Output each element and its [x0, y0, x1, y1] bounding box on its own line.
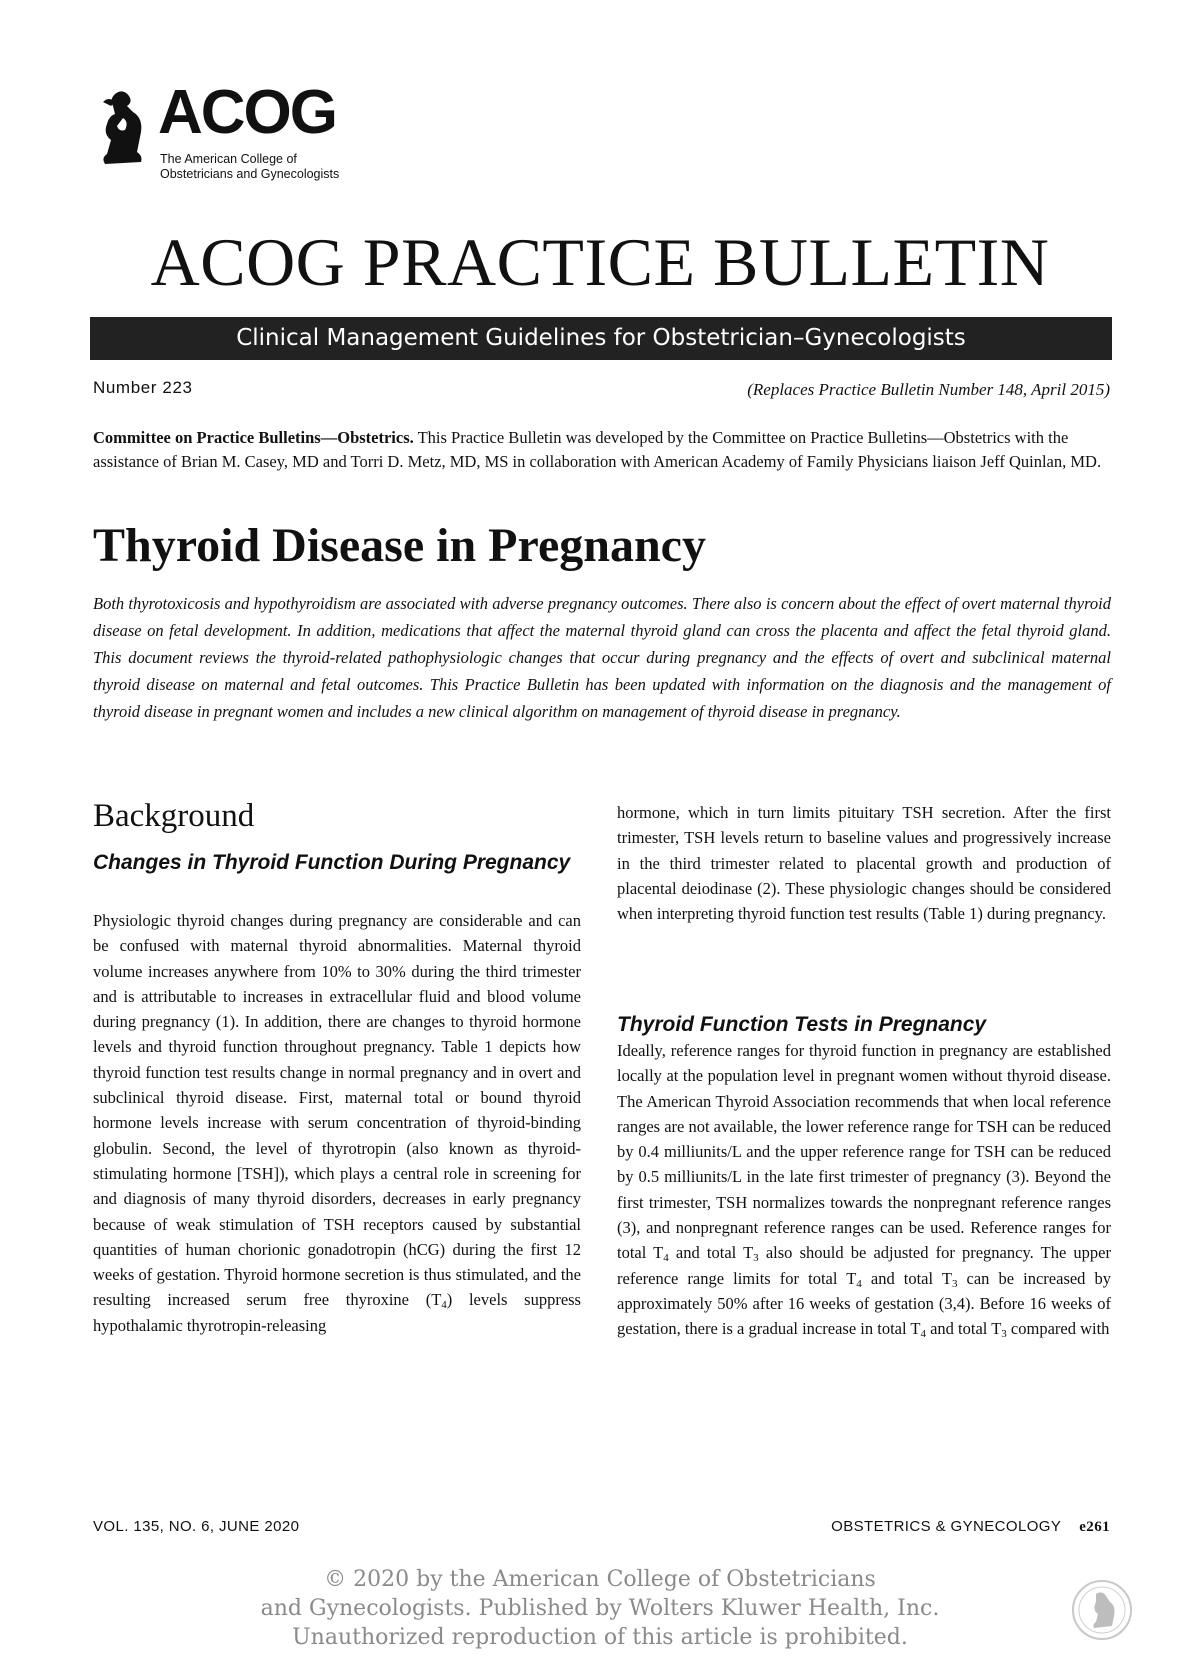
replaces-note: (Replaces Practice Bulletin Number 148, April 2015) — [747, 380, 1110, 399]
committee-credit — [93, 426, 1111, 474]
bulletin-title: ACOG PRACTICE BULLETIN — [150, 224, 1050, 300]
logo-wordmark: ACOG — [158, 78, 336, 147]
committee-lead: Committee on Practice Bulletins—Obstetrics. — [93, 428, 414, 447]
paragraph-tsh-secretion: hormone, which in turn limits pituitary TSH secretion. After the first trimester, TSH levels return to baseline values and progressively increase in the third trimester related to placental growth and production of placental deiodinase (2). These physiologic changes should be considered when interpreting thyroid function test results (Table 1) during pregnancy. — [617, 803, 1111, 924]
heading-thyroid-function-tests: Thyroid Function Tests in Pregnancy — [617, 1013, 987, 1036]
copyright-watermark: © 2020 by the American College of Obstetricians and Gynecologists. Published by Wolters Kluwer Health, Inc. Unauthorized reproduction of this article is prohibited. — [260, 1567, 940, 1650]
acog-figure-icon — [93, 88, 153, 168]
acog-logo — [93, 78, 393, 198]
logo-subtitle-line1: The American College of — [160, 152, 297, 166]
footer-journal: OBSTETRICS & GYNECOLOGY e261 — [831, 1518, 1110, 1535]
bulletin-number: Number 223 — [93, 378, 193, 397]
footer-volume: VOL. 135, NO. 6, JUNE 2020 — [93, 1518, 300, 1535]
page-number: e261 — [1079, 1519, 1110, 1535]
acog-seal-icon — [1070, 1578, 1134, 1642]
right-column — [617, 800, 1111, 926]
right-column-lower — [617, 1038, 1111, 1342]
logo-subtitle-line2: Obstetricians and Gynecologists — [160, 167, 340, 181]
committee-text: This Practice Bulletin was developed by the Committee on Practice Bulletins—Obstetrics with the assistance of Brian M. Casey, MD and Torri D. Metz, MD, MS in collaboration with American Academy of Family Physicians liaison Jeff Quinlan, MD. — [93, 428, 1102, 471]
left-column — [93, 908, 581, 1338]
paragraph-physiologic-changes: Physiologic thyroid changes during pregnancy are considerable and can be confused with maternal thyroid abnormalities. Maternal thyroid volume increases anywhere from 10% to 30% during the third trimester and is attributable to increases in extracellular fluid and blood volume during pregnancy (1). In addition, there are changes to thyroid hormone levels and thyroid function throughout pregnancy. Table 1 depicts how thyroid function test results change in normal pregnancy and in overt and subclinical thyroid disease. First, maternal total or bound thyroid hormone levels increase with serum concentration of thyroid-binding globulin. Second, the level of thyrotropin (also known as thyroid-stimulating hormone [TSH]), which plays a central role in screening for and diagnosis of many thyroid disorders, decreases in early pregnancy because of weak stimulation of TSH receptors caused by substantial quantities of human chorionic gonadotropin (hCG) during the first 12 weeks of gestation. Thyroid hormone secretion is thus stimulated, and the resulting increased serum free thyroxine $(T_4)$ levels suppress hypothalamic thyrotropin-releasing — [93, 911, 581, 1335]
abstract: Both thyrotoxicosis and hypothyroidism are associated with adverse pregnancy outcomes. There also is concern about the effect of overt maternal thyroid disease on fetal development. In addition, medications that affect the maternal thyroid gland can cross the placenta and affect the fetal thyroid gland. This document reviews the thyroid-related pathophysiologic changes that occur during pregnancy and the effects of overt and subclinical maternal thyroid disease on maternal and fetal outcomes. This Practice Bulletin has been updated with information on the diagnosis and the management of thyroid disease in pregnant women and includes a new clinical algorithm on management of thyroid disease in pregnancy. — [93, 594, 1111, 721]
paragraph-reference-ranges: Ideally, reference ranges for thyroid function in pregnancy are established locally at the population level in pregnant women without thyroid disease. The American Thyroid Association recommends that when local reference ranges are not available, the lower reference range for TSH can be reduced by 0.4 milliunits/L and the upper reference range for TSH can be reduced by 0.5 milliunits/L in the late first trimester of pregnancy (3). Beyond the first trimester, TSH normalizes towards the nonpregnant reference ranges (3), and nonpregnant reference ranges can be used. Reference ranges for total $T_4$ and total $T_3$ also should be adjusted for pregnancy. The upper reference range limits for total $T_4$ and total $T_3$ can be increased by approximately 50% after 16 weeks of gestation (3,4). Before 16 weeks of gestation, there is a gradual increase in total $T_4$ and total $T_3$ compared with — [617, 1041, 1112, 1341]
heading-changes-thyroid-function: Changes in Thyroid Function During Pregnancy — [93, 851, 571, 874]
article-title: Thyroid Disease in Pregnancy — [93, 519, 706, 572]
heading-background: Background — [93, 798, 255, 834]
guidelines-banner: Clinical Management Guidelines for Obstetrician–Gynecologists — [90, 317, 1112, 360]
